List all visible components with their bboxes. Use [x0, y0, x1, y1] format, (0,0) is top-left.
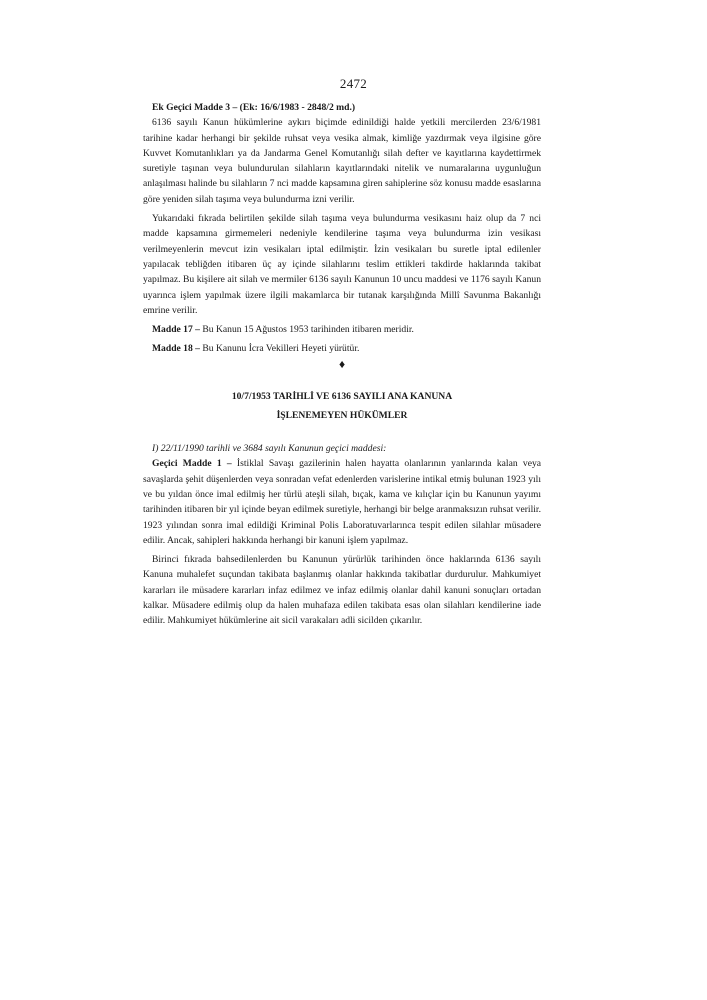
madde-18-text: Bu Kanunu İcra Vekilleri Heyeti yürütür.: [199, 343, 360, 355]
ek-gecici-madde-3-paragraph-1: 6136 sayılı Kanun hükümlerine aykırı biçimde edinildiği halde yetkili mercilerden 23/6/1981 tarihine kadar herhangi bir şekilde ruhsat veya vesika almak, kimliğe yazdırmak veya ilgisine göre Kuvvet Komutanlıkları ya da Jandarma Genel Komutanlığı silah defter ve kayıtlarına kaydettirmek suretiyle taşınan veya bulundurulan silahların kayıtlarındaki nitelik ve numaralarına uygunluğun anlaşılması halinde bu silahların 7 nci madde kapsamına giren sahiplerine söz konusu madde esaslarına göre yeniden silah taşıma veya bulundurma izni verilir.: [143, 117, 541, 205]
reference-heading-i: I) 22/11/1990 tarihli ve 3684 sayılı Kanunun geçici maddesi:: [152, 443, 387, 455]
ek-gecici-madde-3-paragraph-2: Yukarıdaki fıkrada belirtilen şekilde silah taşıma veya bulundurma vesikasını haiz olup da 7 nci madde kapsamına girmemeleri nedeniyle kendilerine taşıma veya bulundurma izin vesikası verilmeyenlerin mevcut izin vesikaları iptal edilmiştir. İzin vesikaları bu suretle iptal edilenler yapılacak tebliğden itibaren üç ay içinde silahlarını teslim ettikleri takdirde haklarında takibat yapılmaz. Bu kişilere ait silah ve mermiler 6136 sayılı Kanunun 10 uncu maddesi ve 1176 sayılı Kanun uyarınca işlem yapılmak üzere ilgili makamlarca bir tutanak karşılığında Millî Savunma Bakanlığı emrine verilir.: [143, 213, 541, 316]
diamond-separator: ♦: [338, 356, 346, 371]
page-number: 2472: [339, 76, 368, 91]
section-title: [143, 387, 541, 425]
madde-17-paragraph: [143, 322, 541, 337]
gecici-madde-1-paragraph-2: Birinci fıkrada bahsedilenlerden bu Kanunun yürürlük tarihinden önce haklarında 6136 sayılı Kanuna muhalefet suçundan takibata başlanmış olanlar hakkında takibatlar durdurulur. Mahkumiyet kararları ile müsadere kararları infaz edilmez ve infaz edilmiş olanlar dahil kanuni sonuçları ortadan kalkar. Müsadere edilmiş olup da halen muhafaza edilen takibata esas olan silahları kendilerine iade edilir. Mahkumiyet hükümlerine ait sicil varakaları adli sicilden çıkarılır.: [143, 554, 541, 627]
madde-17-text: Bu Kanun 15 Ağustos 1953 tarihinden itibaren meridir.: [199, 324, 414, 336]
madde-17-label: Madde 17 –: [152, 324, 200, 336]
section-title-line-1: 10/7/1953 TARİHLİ VE 6136 SAYILI ANA KANUNA: [231, 391, 453, 403]
madde-18-paragraph: [143, 341, 541, 356]
gecici-madde-1-text: İstiklal Savaşı gazilerinin halen hayatta olanlarının yanlarında kalan veya savaşlarda şehit düşenlerden veya sonradan vefat edenlerden varislerine intikal etmiş bulunan 1923 yılı ve bu yıldan önce imal edilmiş her türlü ateşli silah, bıçak, kama ve kılıçlar için bu Kanunun yayımı tarihinden itibaren bir yıl içinde beyan edilmek suretiyle, herhangi bir belge aranmaksızın ruhsat verilir. 1923 yılından sonra imal edildiği Kriminal Polis Laboratuvarlarınca tespit edilen silahlar müsadere edilir. Ancak, sahipleri hakkında herhangi bir kanuni işlem yapılmaz.: [143, 458, 542, 546]
document-body: [143, 100, 541, 629]
section-title-line-2: İŞLENEMEYEN HÜKÜMLER: [276, 410, 408, 422]
madde-18-label: Madde 18 –: [152, 343, 200, 355]
gecici-madde-1-label: Geçici Madde 1 –: [152, 458, 232, 470]
ek-gecici-madde-3-heading: Ek Geçici Madde 3 – (Ek: 16/6/1983 - 2848/2 md.): [152, 102, 356, 113]
gecici-madde-1-paragraph-1: [143, 456, 541, 548]
